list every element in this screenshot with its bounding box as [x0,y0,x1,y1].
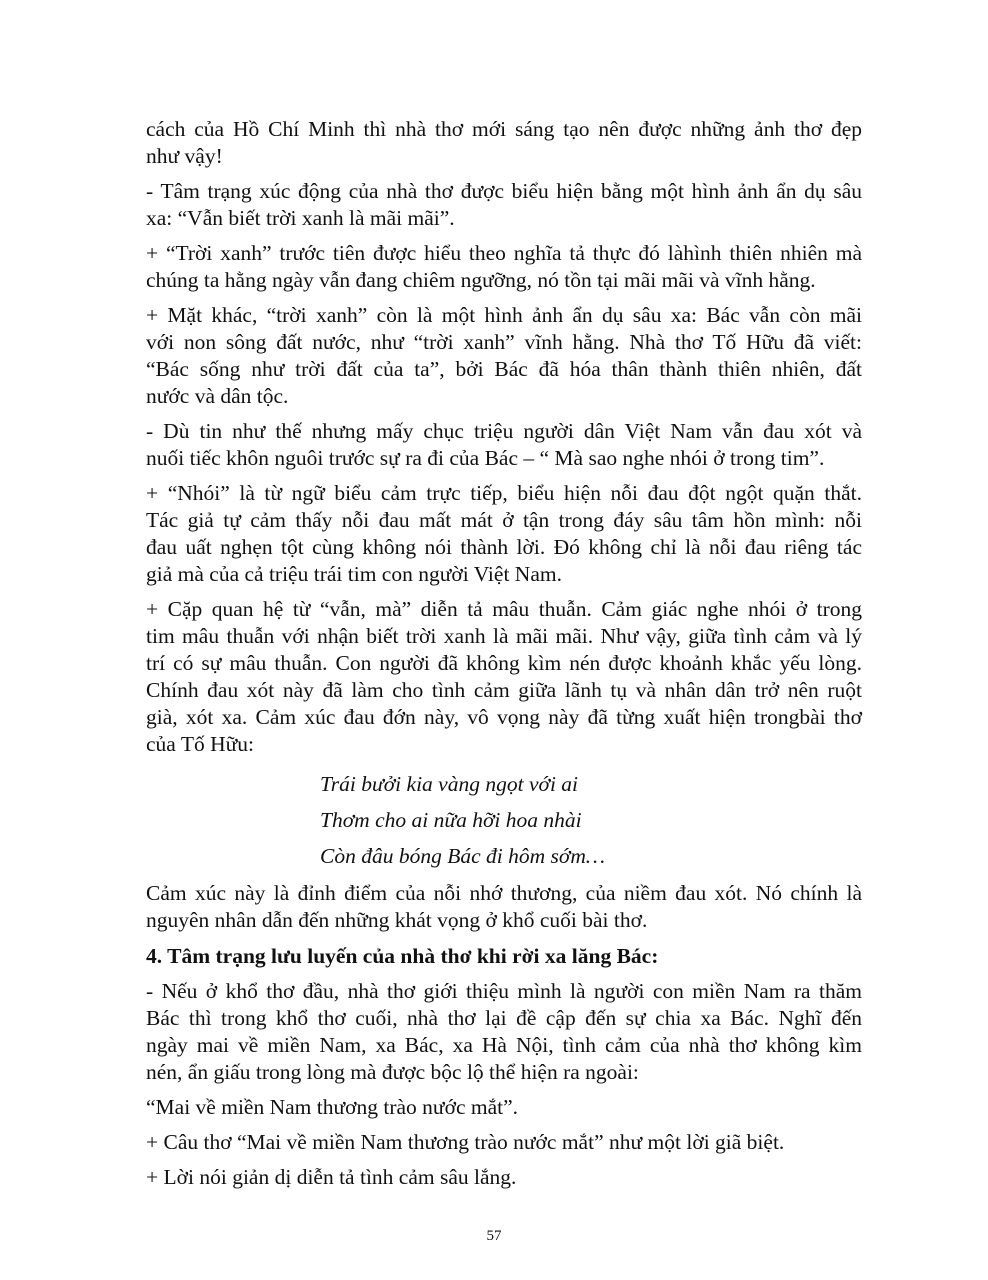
text-line: nén, ẩn giấu trong lòng mà được bộc lộ thể hiện ra ngoài: [146,1060,639,1084]
text-line: Tác giả tự cảm thấy nỗi đau mất mát ở tận trong đáy sâu tâm hồn mình: nỗi [146,508,862,532]
text-line: - Nếu ở khổ thơ đầu, nhà thơ giới thiệu mình là người con miền Nam ra thăm [146,979,862,1003]
paragraph [146,418,862,472]
poem-verse: Thơm cho ai nữa hỡi hoa nhài [320,808,582,832]
text-line: Chính đau xót này đã làm cho tình cảm giữa lãnh tụ và nhân dân trở nên ruột [146,678,862,702]
paragraph [146,1164,862,1191]
text-line: + “Trời xanh” trước tiên được hiểu theo nghĩa tả thực đó làhình thiên nhiên mà [146,241,862,265]
text-line: “Bác sống như trời đất của ta”, bởi Bác đã hóa thân thành thiên nhiên, đất [146,357,862,381]
poem-verse: Còn đâu bóng Bác đi hôm sớm… [320,844,606,868]
page-number: 57 [486,1228,502,1244]
page-body [146,116,862,1199]
poem-quote [320,766,862,874]
text-line: nuối tiếc khôn nguôi trước sự ra đi của Bác – “ Mà sao nghe nhói ở trong tim”. [146,446,825,470]
section-heading: 4. Tâm trạng lưu luyến của nhà thơ khi rời xa lăng Bác: [146,944,659,968]
paragraph [146,302,862,410]
paragraph [146,596,862,758]
text-line: Cảm xúc này là đỉnh điểm của nỗi nhớ thương, của niềm đau xót. Nó chính là [146,881,862,905]
paragraph [146,1129,862,1156]
text-line: Bác thì trong khổ thơ cuối, nhà thơ lại đề cập đến sự chia xa Bác. Nghĩ đến [146,1006,862,1030]
text-line: với non sông đất nước, như “trời xanh” vĩnh hằng. Nhà thơ Tố Hữu đã viết: [146,330,862,354]
poem-verse: Trái bưởi kia vàng ngọt với ai [320,772,579,796]
text-line: già, xót xa. Cảm xúc đau đớn này, vô vọng này đã từng xuất hiện trongbài thơ [146,705,862,729]
text-line: + Cặp quan hệ từ “vẫn, mà” diễn tả mâu thuẫn. Cảm giác nghe nhói ở trong [146,597,862,621]
text-line: - Tâm trạng xúc động của nhà thơ được biểu hiện bằng một hình ảnh ẩn dụ sâu [146,179,862,203]
paragraph [146,240,862,294]
paragraph [146,116,862,170]
paragraph [146,178,862,232]
text-line: + “Nhói” là từ ngữ biểu cảm trực tiếp, biểu hiện nỗi đau đột ngột quặn thắt. [146,481,862,505]
text-line: xa: “Vẫn biết trời xanh là mãi mãi”. [146,206,455,230]
paragraph [146,880,862,934]
text-line: “Mai về miền Nam thương trào nước mắt”. [146,1095,519,1119]
text-line: nước và dân tộc. [146,384,289,408]
paragraph [146,978,862,1086]
text-line: trí có sự mâu thuẫn. Con người đã không kìm nén được khoảnh khắc yếu lòng. [146,651,862,675]
paragraph [146,1094,862,1121]
text-line: + Lời nói giản dị diễn tả tình cảm sâu lắng. [146,1165,517,1189]
text-line: - Dù tin như thế nhưng mấy chục triệu người dân Việt Nam vẫn đau xót và [146,419,862,443]
text-line: + Mặt khác, “trời xanh” còn là một hình ảnh ẩn dụ sâu xa: Bác vẫn còn mãi [146,303,862,327]
text-line: + Câu thơ “Mai về miền Nam thương trào nước mắt” như một lời giã biệt. [146,1130,785,1154]
text-line: đau uất nghẹn tột cùng không nói thành lời. Đó không chỉ là nỗi đau riêng tác [146,535,862,559]
text-line: như vậy! [146,144,223,168]
text-line: ngày mai về miền Nam, xa Bác, xa Hà Nội, tình cảm của nhà thơ không kìm [146,1033,862,1057]
text-line: tim mâu thuẫn với nhận biết trời xanh là mãi mãi. Như vậy, giữa tình cảm và lý [146,624,862,648]
text-line: nguyên nhân dẫn đến những khát vọng ở khổ cuối bài thơ. [146,908,648,932]
paragraph [146,480,862,588]
text-line: giả mà của cả triệu trái tim con người Việt Nam. [146,562,562,586]
text-line: của Tố Hữu: [146,732,254,756]
text-line: chúng ta hằng ngày vẫn đang chiêm ngưỡng, nó tồn tại mãi mãi và vĩnh hằng. [146,268,816,292]
text-line: cách của Hồ Chí Minh thì nhà thơ mới sáng tạo nên được những ảnh thơ đẹp [146,117,862,141]
